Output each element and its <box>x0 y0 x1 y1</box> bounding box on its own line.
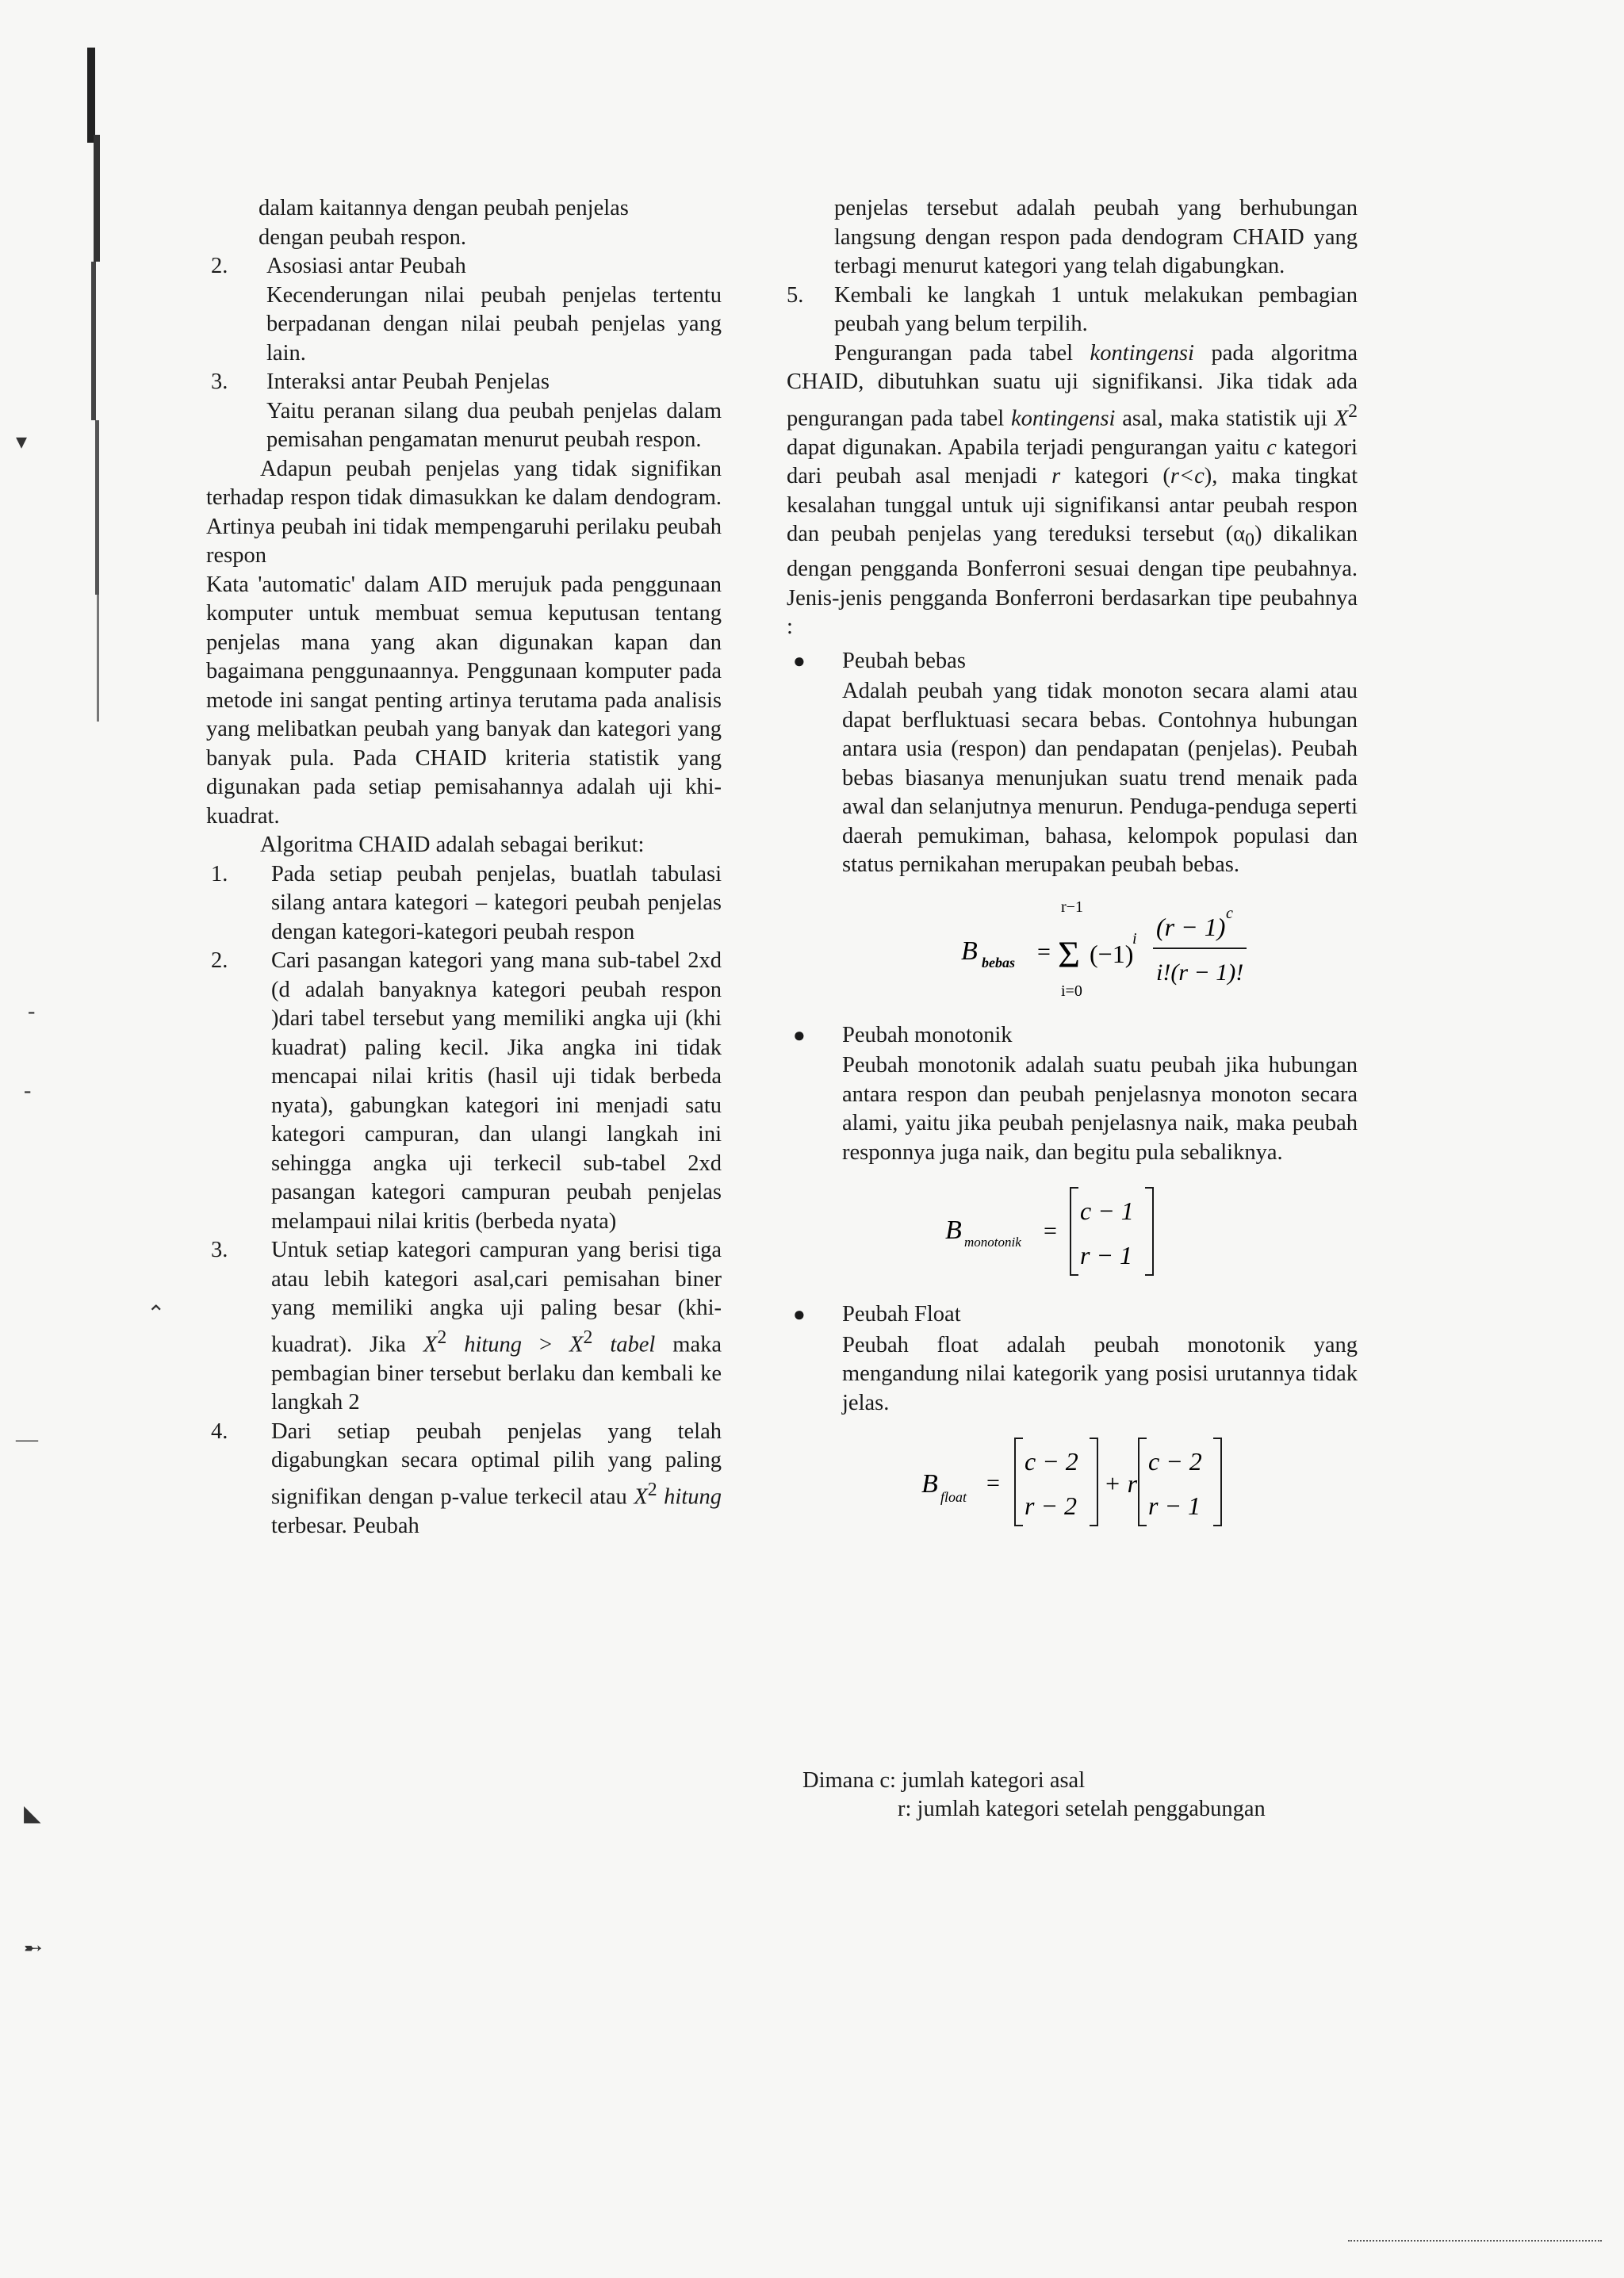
matrix-top: c − 2 <box>1025 1447 1078 1476</box>
para-part: c <box>1266 435 1277 460</box>
bullet-body: Peubah monotonik adalah suatu peubah jika hubungan antara respon dan peubah penjelasnya monoton secara alami, yaitu jika peubah penjelasnya naik, maka peubah responnya juga naik, dan begitu pula sebaliknya. <box>842 1053 1358 1165</box>
paragraph <box>787 339 1358 642</box>
chi-symbol: X <box>634 1484 648 1509</box>
bullet-item <box>787 1021 1358 1285</box>
item-body: Yaitu peranan silang dua peubah penjelas dalam pemisahan pengamatan menurut peubah respon. <box>266 398 722 452</box>
step-number: 1. <box>211 861 228 886</box>
algorithm-step <box>206 947 722 1236</box>
bullet-title: Peubah monotonik <box>842 1022 1013 1047</box>
formula-symbol: B <box>945 1216 962 1246</box>
step-text-part: terbesar. Peubah <box>271 1513 419 1538</box>
scan-artifact-line <box>1348 2240 1602 2243</box>
algorithm-step <box>787 281 1358 339</box>
algorithm-step <box>206 1418 722 1541</box>
right-column <box>787 194 1358 1551</box>
para-part: ) dikalikan dengan pengganda Bonferroni sesuai dengan tipe peubahnya. Jenis-jenis pengganda Bonferroni berdasarkan tipe peubahnya : <box>787 522 1358 640</box>
step-text-part: maka pembagian biner tersebut berlaku dan kembali ke langkah 2 <box>271 1332 722 1415</box>
scan-speck: - <box>24 1078 32 1103</box>
paragraph: Algoritma CHAID adalah sebagai berikut: <box>260 833 645 857</box>
formula-numerator: (r − 1) <box>1156 912 1226 941</box>
formula-subscript: bebas <box>982 954 1015 971</box>
para-part: pada algoritma CHAID, dibutuhkan suatu uji signifikansi. Jika tidak ada pengurangan pada tabel <box>787 340 1358 431</box>
gt-sign: > <box>522 1332 570 1357</box>
paragraph: Adapun peubah penjelas yang tidak signifikan terhadap respon tidak dimasukkan ke dalam dendogram. Artinya peubah ini tidak mempengaruhi perilaku peubah respon <box>206 456 722 568</box>
step-number: 4. <box>211 1418 228 1444</box>
step-number: 5. <box>787 282 804 308</box>
item-number: 2. <box>211 254 228 278</box>
formula-equals: = <box>986 1470 1000 1497</box>
bullet-body: Peubah float adalah peubah monotonik yang mengandung nilai kategorik yang posisi urutannya tidak jelas. <box>842 1332 1358 1415</box>
step-text-part: Untuk setiap kategori campuran yang berisi tiga atau lebih kategori asal,cari pemisahan biner yang memiliki angka uji paling besar (khi-kuadrat). Jika <box>271 1238 722 1357</box>
scan-speck: — <box>16 1427 38 1452</box>
formula-exponent: c <box>1226 904 1233 922</box>
formula-equals: = <box>1044 1218 1057 1245</box>
intro-line: dalam kaitannya dengan peubah penjelas <box>259 196 629 220</box>
scan-speck: ◣ <box>24 1801 41 1826</box>
para-part: dapat digunakan. Apabila terjadi pengurangan yaitu <box>787 435 1267 460</box>
para-part: r<c <box>1170 464 1205 488</box>
chi-superscript: 2 <box>583 1327 593 1348</box>
scan-speck: ▾ <box>16 430 28 454</box>
sum-upper: r−1 <box>1061 898 1083 916</box>
bracket-right <box>1090 1438 1097 1526</box>
matrix-top: c − 2 <box>1148 1447 1202 1476</box>
para-part: kontingensi <box>1011 406 1116 431</box>
paragraph: penjelas tersebut adalah peubah yang berhubungan langsung dengan respon pada dendogram CHAID yang terbagi menurut kategori yang telah digabungkan. <box>834 196 1358 278</box>
chi-symbol: X <box>1334 406 1349 431</box>
paragraph: Kata 'automatic' dalam AID merujuk pada penggunaan komputer untuk membuat semua keputusan tentang penjelas mana yang akan digunakan kapan dan bagaimana penggunaannya. Penggunaan komputer pada metode ini sangat penting artinya terutama pada analisis yang melibatkan peubah yang banyak dan kategori yang banyak pula. Pada CHAID kriteria statistik yang digunakan pada setiap pemisahannya adalah uji khi-kuadrat. <box>206 572 722 829</box>
chi-symbol: X <box>423 1332 438 1357</box>
step-text: Cari pasangan kategori yang mana sub-tabel 2xd (d adalah banyaknya kategori peubah respon )dari tabel tersebut yang memiliki angka uji (khi kuadrat) paling kecil. Jika angka ini tidak mencapai nilai kritis (hasil uji tidak berbeda nyata), gabungkan kategori ini menjadi satu kategori campuran, dan ulangi langkah ini sehingga angka uji terkecil sub-tabel 2xd pasangan kategori campuran peubah penjelas melampaui nilai kritis (berbeda nyata) <box>271 948 722 1234</box>
bullet-item <box>787 647 1358 1005</box>
sum-lower: i=0 <box>1061 982 1082 1000</box>
chi-superscript: 2 <box>1348 400 1358 422</box>
step-text-part: Dari setiap peubah penjelas yang telah digabungkan secara optimal pilih yang paling signifikan dengan p-value terkecil atau <box>271 1418 722 1509</box>
matrix-bottom: r − 1 <box>1148 1491 1201 1521</box>
step-text <box>271 1418 722 1541</box>
para-part: asal, maka statistik uji <box>1115 406 1335 431</box>
definition-line: Dimana c: jumlah kategori asal <box>802 1768 1086 1793</box>
scan-speck: ➸ <box>24 1936 43 1961</box>
bullet-body: Adalah peubah yang tidak monoton secara alami atau dapat berfluktuasi secara bebas. Contohnya hubungan antara usia (respon) dan pendapatan (penjelas). Peubah bebas biasanya menunjukan suatu trend menaik pada awal dan selanjutnya menurun. Penduga-penduga seperti daerah pemukiman, bahasa, kelompok populasi dan status pernikahan merupakan peubah bebas. <box>842 679 1358 878</box>
formula-plus: + r <box>1104 1469 1138 1499</box>
formula-monotonik <box>842 1181 1358 1284</box>
item-number: 3. <box>211 369 228 394</box>
scan-speck: ⌃ <box>147 1302 166 1327</box>
step-number: 2. <box>211 948 228 973</box>
variable-definitions <box>802 1767 1266 1824</box>
formula-exponent: i <box>1132 929 1137 948</box>
para-part: kategori ( <box>1060 464 1170 488</box>
step-text: Kembali ke langkah 1 untuk melakukan pembagian peubah yang belum terpilih. <box>834 282 1358 336</box>
sum-sign: Σ <box>1058 933 1080 976</box>
item-title: Asosiasi antar Peubah <box>266 254 466 278</box>
algorithm-step <box>206 1236 722 1418</box>
chi-symbol: X <box>569 1332 584 1357</box>
item-body: Kecenderungan nilai peubah penjelas tertentu berpadanan dengan nilai peubah penjelas yang lain. <box>266 282 722 366</box>
algorithm-step <box>206 860 722 948</box>
item-title: Interaksi antar Peubah Penjelas <box>266 369 550 394</box>
matrix-bottom: r − 1 <box>1080 1241 1133 1270</box>
formula-symbol: B <box>961 936 978 966</box>
matrix-top: c − 1 <box>1080 1196 1134 1226</box>
formula-equals: = <box>1037 938 1051 965</box>
bullet-icon: ● <box>793 1303 806 1327</box>
para-part: kategori dari peubah asal menjadi <box>787 435 1358 488</box>
formula-denominator: i!(r − 1)! <box>1156 959 1244 986</box>
formula-subscript: float <box>940 1489 967 1506</box>
alpha-subscript: 0 <box>1245 530 1254 551</box>
formula-subscript: monotonik <box>964 1235 1021 1250</box>
scan-edge-artifact <box>48 32 167 745</box>
list-item <box>206 368 722 455</box>
left-column <box>206 194 722 1541</box>
formula-float <box>842 1432 1358 1535</box>
hitung-label: hitung <box>657 1484 722 1509</box>
para-part: r <box>1051 464 1061 488</box>
bullet-title: Peubah Float <box>842 1302 961 1327</box>
step-text: Pada setiap peubah penjelas, buatlah tabulasi silang antara kategori – kategori peubah penjelas dengan kategori-kategori peubah respon <box>271 861 722 944</box>
formula-symbol: B <box>921 1469 938 1499</box>
step-number: 3. <box>211 1238 228 1262</box>
bullet-item <box>787 1300 1358 1535</box>
bullet-icon: ● <box>793 1023 806 1047</box>
bracket-left <box>1071 1188 1078 1275</box>
chi-superscript: 2 <box>647 1479 657 1500</box>
list-item <box>206 252 722 368</box>
bullet-title: Peubah bebas <box>842 648 966 673</box>
formula-term: (−1) <box>1090 939 1134 968</box>
definition-line: r: jumlah kategori setelah penggabungan <box>898 1797 1266 1821</box>
para-part: kontingensi <box>1090 340 1194 366</box>
chi-superscript: 2 <box>437 1327 447 1348</box>
tabel-label: tabel <box>592 1332 656 1357</box>
intro-line: dengan peubah respon. <box>259 224 466 250</box>
bracket-left <box>1015 1438 1023 1526</box>
step-text <box>271 1236 722 1418</box>
para-part: ), maka tingkat kesalahan tunggal untuk uji signifikansi antar peubah respon dan peubah penjelas yang tereduksi tersebut (α <box>787 464 1358 546</box>
bracket-left <box>1139 1438 1147 1526</box>
formula-bebas <box>842 894 1358 1005</box>
matrix-bottom: r − 2 <box>1025 1491 1078 1521</box>
bracket-right <box>1145 1188 1153 1275</box>
hitung-label: hitung <box>446 1332 523 1357</box>
bracket-right <box>1213 1438 1221 1526</box>
bullet-icon: ● <box>793 649 806 672</box>
para-part: Pengurangan pada tabel <box>834 340 1090 366</box>
scan-speck: - <box>28 999 36 1024</box>
